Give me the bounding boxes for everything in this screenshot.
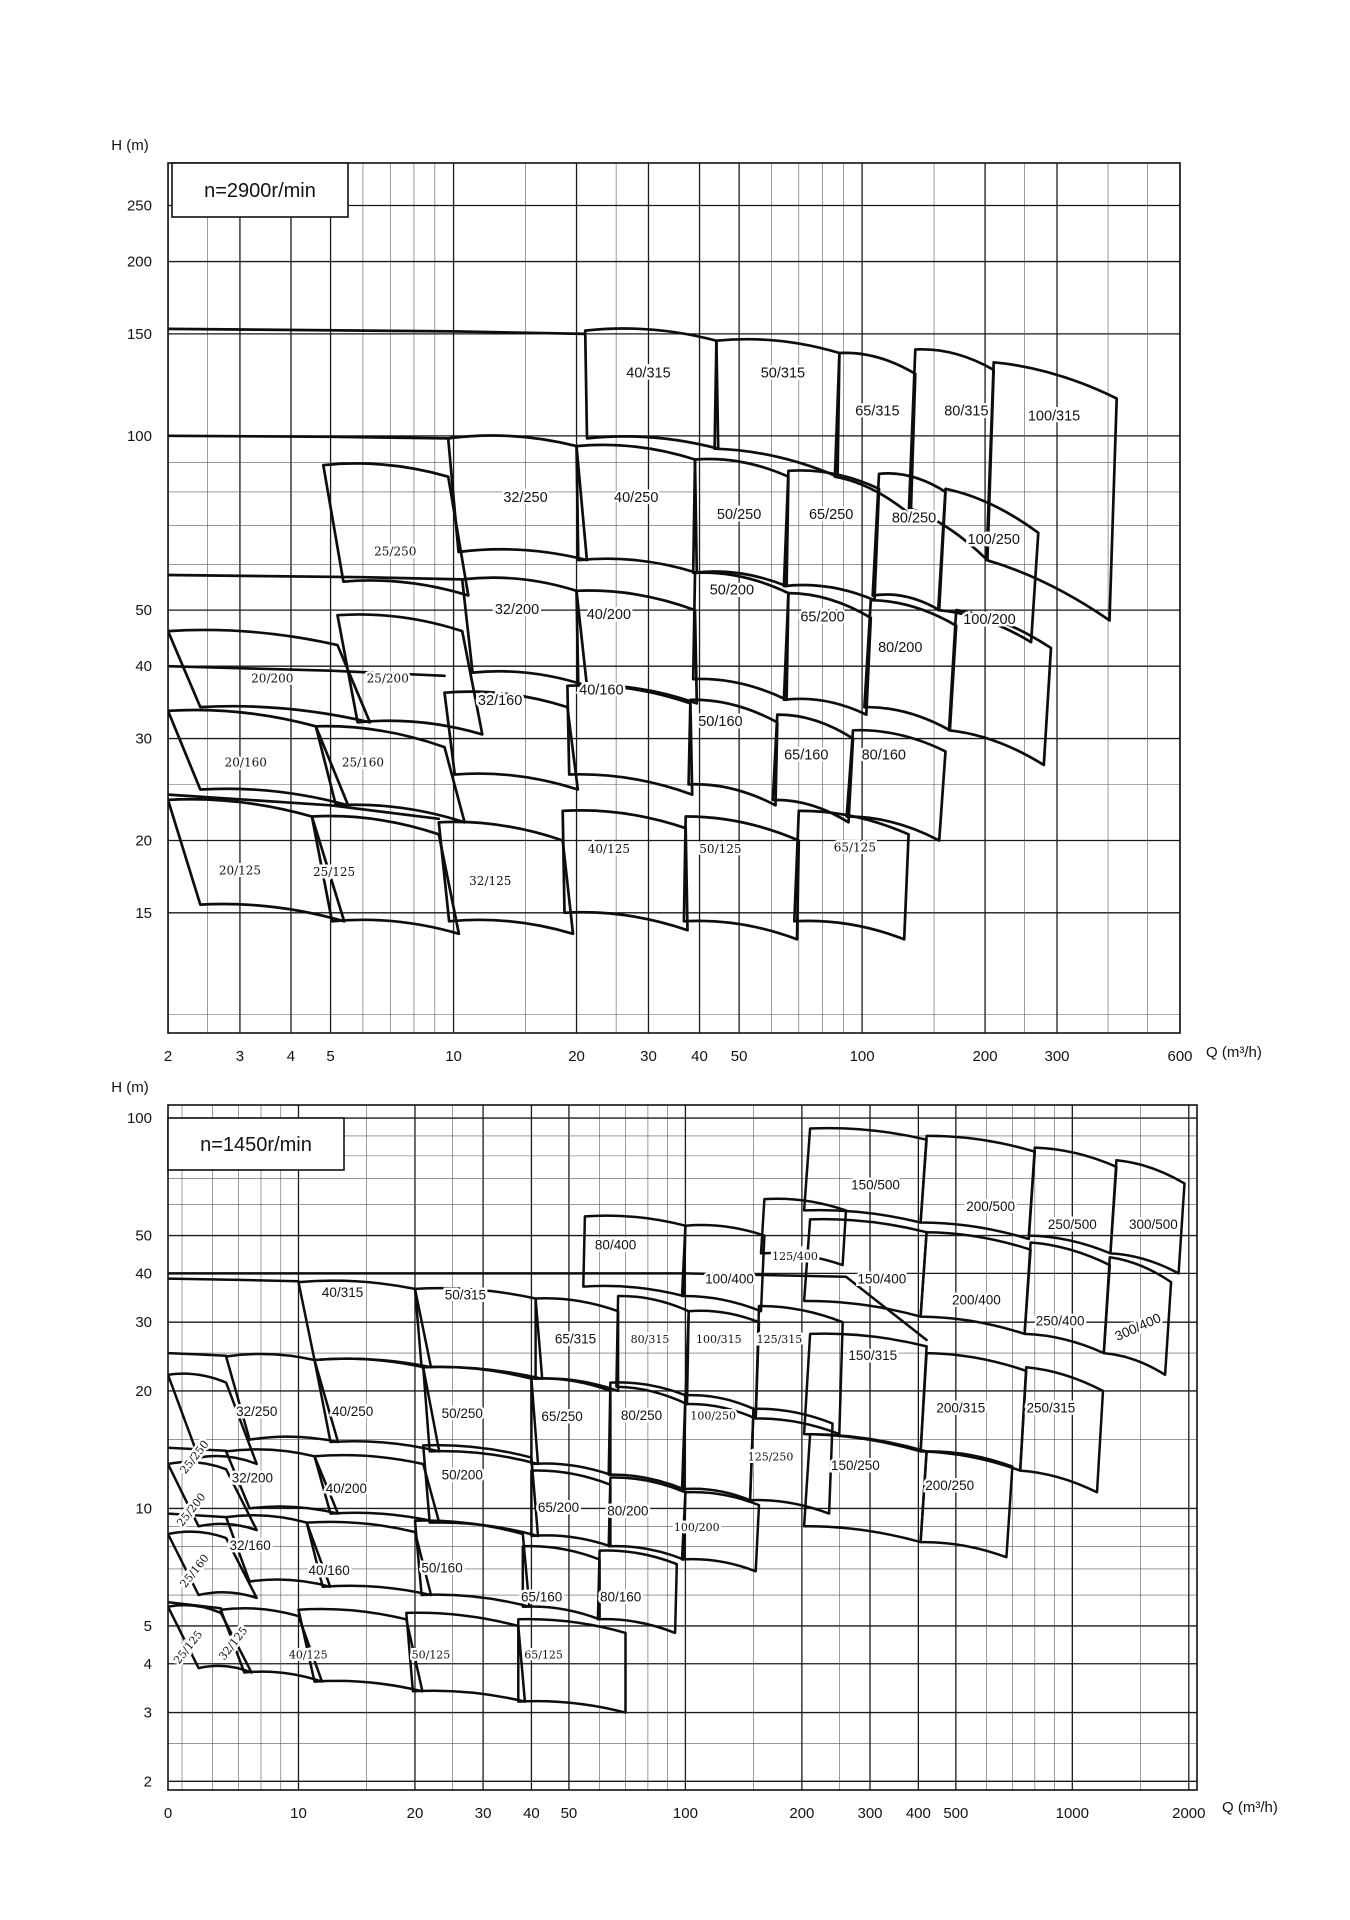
rpm-title: n=1450r/min	[200, 1134, 312, 1156]
region-label-40-200: 40/200	[586, 607, 632, 624]
region-label-80-160: 80/160	[861, 747, 906, 764]
region-label-32-250: 32/250	[236, 1404, 278, 1420]
region-label-150-250: 150/250	[830, 1458, 880, 1474]
region-label-20-125: 20/125	[218, 863, 262, 878]
region-label-125-400: 125/400	[772, 1250, 818, 1264]
x-tick-50: 50	[730, 1048, 748, 1065]
region-label-20-200: 20/200	[251, 671, 294, 686]
region-label-100-250: 100/250	[690, 1409, 737, 1423]
x-tick-5: 5	[326, 1048, 335, 1065]
region-label-300-500: 300/500	[1128, 1217, 1178, 1233]
x-tick-30: 30	[640, 1048, 657, 1065]
region-label-200-500: 200/500	[966, 1199, 1016, 1215]
region-label-80-315: 80/315	[630, 1333, 670, 1347]
region-label-65-160: 65/160	[784, 747, 829, 764]
region-label-32-160: 32/160	[477, 693, 523, 710]
x-tick-100: 100	[849, 1048, 875, 1065]
region-label-50-160: 50/160	[698, 714, 743, 731]
region-label-65-315: 65/315	[855, 403, 900, 420]
x-tick-40: 40	[523, 1805, 540, 1822]
region-label-125-315: 125/315	[756, 1333, 803, 1347]
region-label-50-315: 50/315	[760, 365, 806, 382]
region-label-25-200: 25/200	[174, 1490, 209, 1530]
region-label-150-500: 150/500	[851, 1177, 900, 1193]
region-label-100-250: 100/250	[967, 532, 1020, 549]
region-label-25-250: 25/250	[177, 1437, 212, 1477]
rpm-title: n=2900r/min	[204, 180, 316, 202]
region-label-65-315: 65/315	[554, 1331, 597, 1347]
y-tick-100: 100	[126, 1110, 152, 1128]
region-label-100-400: 100/400	[705, 1271, 754, 1287]
y-tick-2: 2	[143, 1773, 152, 1791]
y-axis-title: H (m)	[111, 1079, 149, 1096]
x-tick-1000: 1000	[1055, 1805, 1090, 1822]
y-tick-50: 50	[135, 1227, 152, 1245]
x-tick-10: 10	[290, 1805, 307, 1822]
x-tick-2: 2	[163, 1048, 173, 1065]
region-label-250-315: 250/315	[1026, 1400, 1076, 1416]
region-label-25-125: 25/125	[312, 865, 356, 880]
x-tick-40: 40	[691, 1048, 708, 1065]
region-label-50-160: 50/160	[421, 1560, 463, 1576]
region-label-32-200: 32/200	[231, 1470, 274, 1486]
region-label-65-250: 65/250	[541, 1409, 583, 1425]
y-tick-15: 15	[135, 904, 152, 922]
region-label-65-200: 65/200	[800, 609, 845, 626]
region-label-40-200: 40/200	[325, 1480, 368, 1496]
region-label-65-200: 65/200	[537, 1499, 580, 1515]
region-label-300-400: 300/400	[1112, 1310, 1164, 1344]
x-tick-3: 3	[235, 1048, 245, 1065]
region-label-40-125: 40/125	[288, 1648, 328, 1662]
y-tick-30: 30	[135, 730, 152, 748]
x-axis-title: Q (m³/h)	[1206, 1044, 1262, 1061]
region-label-125-250: 125/250	[747, 1450, 794, 1464]
x-tick-20: 20	[568, 1048, 585, 1065]
y-tick-5: 5	[143, 1617, 152, 1635]
region-label-32-200: 32/200	[494, 601, 540, 618]
region-label-40-315: 40/315	[321, 1285, 364, 1301]
region-label-40-160: 40/160	[308, 1562, 350, 1578]
region-label-50-315: 50/315	[444, 1287, 487, 1303]
x-tick-10: 10	[445, 1048, 462, 1065]
region-label-32-160: 32/160	[229, 1537, 271, 1553]
region-label-100-315: 100/315	[1027, 408, 1081, 425]
region-label-50-200: 50/200	[441, 1467, 483, 1483]
region-label-80-400: 80/400	[594, 1237, 637, 1253]
region-label-25-125: 25/125	[171, 1628, 206, 1667]
region-label-80-250: 80/250	[620, 1408, 663, 1424]
x-tick-300: 300	[1044, 1048, 1070, 1065]
region-label-200-400: 200/400	[951, 1292, 1001, 1308]
y-tick-40: 40	[135, 1265, 152, 1283]
y-axis-title: H (m)	[111, 137, 149, 154]
x-tick-4: 4	[286, 1048, 296, 1065]
x-tick-200: 200	[972, 1048, 998, 1065]
x-tick-50: 50	[560, 1805, 578, 1822]
region-label-65-250: 65/250	[808, 506, 854, 523]
y-tick-200: 200	[126, 253, 152, 271]
region-label-80-200: 80/200	[607, 1503, 649, 1519]
region-label-25-250: 25/250	[374, 544, 417, 559]
y-tick-30: 30	[135, 1314, 152, 1332]
x-tick-30: 30	[474, 1805, 492, 1822]
region-label-100-200: 100/200	[673, 1521, 720, 1535]
x-tick-300: 300	[857, 1805, 883, 1822]
region-label-32-250: 32/250	[503, 490, 548, 507]
y-tick-4: 4	[143, 1655, 152, 1673]
x-tick-200: 200	[789, 1805, 815, 1822]
region-label-40-315: 40/315	[626, 365, 671, 382]
region-label-80-315: 80/315	[944, 403, 989, 420]
region-label-65-160: 65/160	[520, 1589, 563, 1605]
region-label-250-400: 250/400	[1035, 1313, 1085, 1329]
region-label-40-125: 40/125	[587, 841, 630, 856]
x-tick-500: 500	[943, 1805, 969, 1822]
x-tick-0: 0	[163, 1805, 173, 1822]
region-label-150-315: 150/315	[848, 1348, 898, 1364]
region-label-80-160: 80/160	[599, 1589, 642, 1605]
x-axis-title: Q (m³/h)	[1222, 1799, 1278, 1816]
x-tick-100: 100	[672, 1805, 698, 1822]
region-label-40-250: 40/250	[331, 1404, 374, 1420]
region-label-50-200: 50/200	[709, 582, 755, 599]
y-tick-20: 20	[135, 1382, 152, 1400]
x-tick-600: 600	[1167, 1048, 1193, 1065]
y-tick-150: 150	[126, 325, 152, 343]
region-label-50-125: 50/125	[699, 841, 742, 856]
region-label-32-125: 32/125	[216, 1624, 251, 1663]
y-tick-50: 50	[135, 602, 152, 620]
region-label-50-250: 50/250	[716, 506, 762, 523]
region-label-65-125: 65/125	[833, 840, 876, 855]
region-label-200-250: 200/250	[925, 1477, 975, 1493]
region-label-40-160: 40/160	[579, 682, 624, 699]
region-label-100-315: 100/315	[695, 1333, 742, 1347]
region-label-25-160: 25/160	[177, 1551, 212, 1591]
y-tick-10: 10	[135, 1500, 152, 1518]
region-label-50-250: 50/250	[441, 1406, 483, 1422]
y-tick-250: 250	[126, 197, 152, 215]
region-label-200-315: 200/315	[936, 1400, 986, 1416]
x-tick-2000: 2000	[1172, 1805, 1206, 1822]
region-label-25-200: 25/200	[366, 671, 409, 686]
region-label-40-250: 40/250	[614, 490, 659, 507]
region-label-100-200: 100/200	[963, 612, 1016, 629]
y-tick-3: 3	[143, 1704, 152, 1722]
region-label-50-125: 50/125	[411, 1648, 451, 1662]
y-tick-20: 20	[135, 832, 152, 850]
region-label-80-200: 80/200	[878, 639, 923, 656]
region-label-250-500: 250/500	[1047, 1217, 1097, 1233]
x-tick-400: 400	[905, 1805, 931, 1822]
region-label-65-125: 65/125	[524, 1648, 563, 1662]
y-tick-40: 40	[135, 658, 152, 676]
x-tick-20: 20	[406, 1805, 424, 1822]
region-label-80-250: 80/250	[891, 510, 937, 527]
region-label-32-125: 32/125	[469, 873, 512, 888]
region-label-20-160: 20/160	[224, 755, 267, 770]
region-label-25-160: 25/160	[341, 755, 385, 770]
y-tick-100: 100	[126, 427, 152, 445]
region-label-150-400: 150/400	[857, 1271, 907, 1287]
